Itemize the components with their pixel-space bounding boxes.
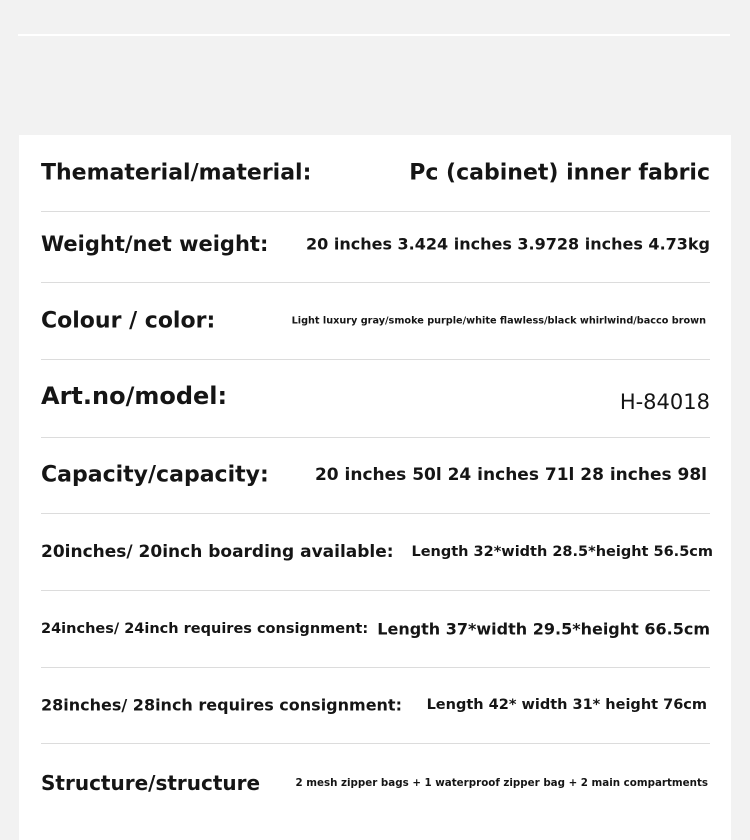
spec-row-structure — [41, 744, 710, 821]
spec-value: Length 37*width 29.5*height 66.5cm — [377, 619, 710, 639]
spec-table — [19, 135, 731, 840]
top-divider — [18, 34, 730, 36]
spec-label: 28inches/ 28inch requires consignment: — [41, 695, 402, 715]
spec-label: Capacity/capacity: — [41, 462, 269, 488]
spec-row-material — [41, 135, 710, 212]
spec-row-24inch — [41, 591, 710, 668]
spec-row-28inch — [41, 667, 710, 744]
spec-value: Length 42* width 31* height 76cm — [426, 697, 707, 713]
spec-value: H-84018 — [619, 390, 710, 415]
spec-label: Art.no/model: — [41, 381, 228, 410]
spec-label: Weight/net weight: — [41, 232, 269, 256]
spec-value: 20 inches 3.424 inches 3.9728 inches 4.73kg — [306, 234, 710, 254]
spec-value: 2 mesh zipper bags + 1 waterproof zipper bag + 2 main compartments — [295, 776, 708, 789]
spec-row-weight — [41, 206, 710, 283]
spec-label: Thematerial/material: — [41, 160, 312, 186]
spec-row-model — [41, 361, 710, 438]
spec-value: Light luxury gray/smoke purple/white flawless/black whirlwind/bacco brown — [291, 315, 706, 327]
spec-value: Pc (cabinet) inner fabric — [409, 160, 710, 186]
spec-row-capacity — [41, 437, 710, 514]
spec-label: Structure/structure — [41, 770, 261, 795]
spec-label: 24inches/ 24inch requires consignment: — [41, 621, 369, 637]
spec-label: Colour / color: — [41, 308, 216, 334]
spec-value: Length 32*width 28.5*height 56.5cm — [411, 544, 713, 560]
spec-value: 20 inches 50l 24 inches 71l 28 inches 98l — [314, 465, 707, 485]
spec-row-20inch — [41, 514, 713, 591]
spec-label: 20inches/ 20inch boarding available: — [41, 542, 394, 562]
spec-row-color — [41, 283, 710, 360]
